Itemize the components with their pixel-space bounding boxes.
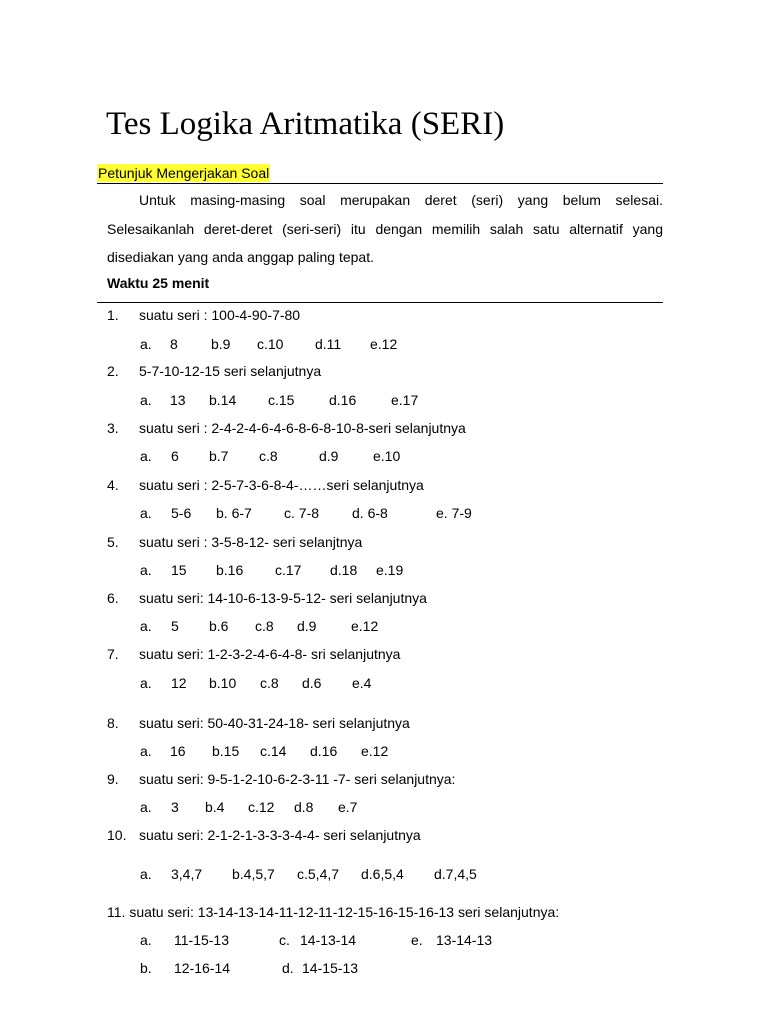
option: 13-14-13 [436, 932, 493, 948]
option: c.8 [255, 618, 274, 634]
divider-top [97, 183, 663, 184]
option-label: a. [140, 618, 152, 634]
question-text: suatu seri: 9-5-1-2-10-6-2-3-11 -7- seri selanjutnya: [139, 771, 456, 787]
question-text: suatu seri : 100-4-90-7-80 [139, 307, 301, 323]
option: 5 [171, 618, 179, 634]
option: e.12 [361, 743, 389, 759]
question-number: 10. [107, 827, 127, 843]
option-label: d. [282, 960, 294, 976]
question-number: 3. [107, 420, 119, 436]
option: 3,4,7 [171, 866, 203, 882]
option: d.7,4,5 [434, 866, 477, 882]
option: 3 [171, 799, 179, 815]
option: 16 [170, 743, 186, 759]
question-11: 11. suatu seri: 13-14-13-14-11-12-11-12-15-16-15-16-13 seri selanjutnya: [107, 904, 560, 920]
question-number: 2. [107, 363, 119, 379]
option: e.4 [352, 675, 372, 691]
option: 15 [171, 562, 187, 578]
option: e.12 [351, 618, 379, 634]
option: b.14 [209, 392, 237, 408]
question-number: 1. [107, 307, 119, 323]
option: 12-16-14 [174, 960, 231, 976]
option: 13 [170, 392, 186, 408]
option: c.8 [260, 675, 279, 691]
option: d.16 [310, 743, 338, 759]
option-label: a. [140, 562, 152, 578]
option: b.4 [205, 799, 225, 815]
option: b.15 [212, 743, 240, 759]
option: 14-15-13 [302, 960, 359, 976]
option: c.8 [259, 448, 278, 464]
question-number: 5. [107, 534, 119, 550]
option: b.7 [209, 448, 229, 464]
option-label: a. [140, 799, 152, 815]
option: d.9 [319, 448, 339, 464]
option: c. 7-8 [284, 505, 320, 521]
option-label: a. [140, 505, 152, 521]
option-label: a. [140, 743, 152, 759]
option: 5-6 [171, 505, 192, 521]
option: c.14 [260, 743, 287, 759]
option: c.15 [268, 392, 295, 408]
option: 8 [170, 336, 178, 352]
option: e.12 [370, 336, 398, 352]
question-number: 9. [107, 771, 119, 787]
question-text: 5-7-10-12-15 seri selanjutnya [139, 363, 322, 379]
option: b.6 [209, 618, 229, 634]
option-label: a. [140, 866, 152, 882]
option: c.12 [248, 799, 275, 815]
question-text: suatu seri : 2-5-7-3-6-8-4-……seri selanjutnya [139, 477, 424, 493]
option: c.10 [257, 336, 284, 352]
option: c.5,4,7 [297, 866, 340, 882]
option: d.11 [315, 336, 342, 352]
question-text: suatu seri: 50-40-31-24-18- seri selanjutnya [139, 715, 410, 731]
option: 11-15-13 [174, 932, 230, 948]
question-text: suatu seri: 2-1-2-1-3-3-3-4-4- seri selanjutnya [139, 827, 421, 843]
option: e.10 [373, 448, 401, 464]
question-text: suatu seri : 2-4-2-4-6-4-6-8-6-8-10-8-seri selanjutnya [139, 420, 466, 436]
option: e.7 [338, 799, 358, 815]
option: c.17 [275, 562, 302, 578]
divider-bottom [97, 302, 663, 303]
option: e. 7-9 [436, 505, 472, 521]
option-label: a. [140, 675, 152, 691]
time-note: Waktu 25 menit [107, 275, 210, 291]
option: b.9 [211, 336, 231, 352]
question-text: suatu seri: 1-2-3-2-4-6-4-8- sri selanjutnya [139, 646, 401, 662]
option-label: a. [140, 448, 152, 464]
question-number: 4. [107, 477, 119, 493]
option: b.16 [216, 562, 244, 578]
option-label: e. [411, 932, 423, 948]
question-text: suatu seri: 14-10-6-13-9-5-12- seri selanjutnya [139, 590, 427, 606]
option: d.6,5,4 [361, 866, 404, 882]
option-label: a. [140, 932, 152, 948]
option: d. 6-8 [352, 505, 388, 521]
option: b. 6-7 [216, 505, 252, 521]
question-number: 8. [107, 715, 119, 731]
page-title: Tes Logika Aritmatika (SERI) [106, 106, 505, 142]
option: d.18 [330, 562, 358, 578]
question-number: 7. [107, 646, 119, 662]
option: e.19 [376, 562, 404, 578]
option: d.8 [294, 799, 314, 815]
option: 14-13-14 [300, 932, 357, 948]
question-text: suatu seri : 3-5-8-12- seri selanjtnya [139, 534, 363, 550]
option-label: c. [279, 932, 290, 948]
option: b.4,5,7 [232, 866, 275, 882]
instructions-text: Untuk masing-masing soal merupakan deret (seri) yang belum selesai. Selesaikanlah deret-deret (seri-seri) itu dengan memilih salah satu alternatif yang disediakan yang anda anggap paling tepat. [107, 192, 663, 265]
question-number: 6. [107, 590, 119, 606]
option: e.17 [391, 392, 419, 408]
option: d.16 [329, 392, 357, 408]
option: d.6 [302, 675, 322, 691]
option-label: a. [140, 336, 152, 352]
option: d.9 [297, 618, 317, 634]
option-label: a. [140, 392, 152, 408]
instructions-heading: Petunjuk Mengerjakan Soal [98, 165, 270, 181]
option: 6 [171, 448, 179, 464]
option: b.10 [209, 675, 237, 691]
option-label: b. [140, 960, 152, 976]
option: 12 [171, 675, 187, 691]
